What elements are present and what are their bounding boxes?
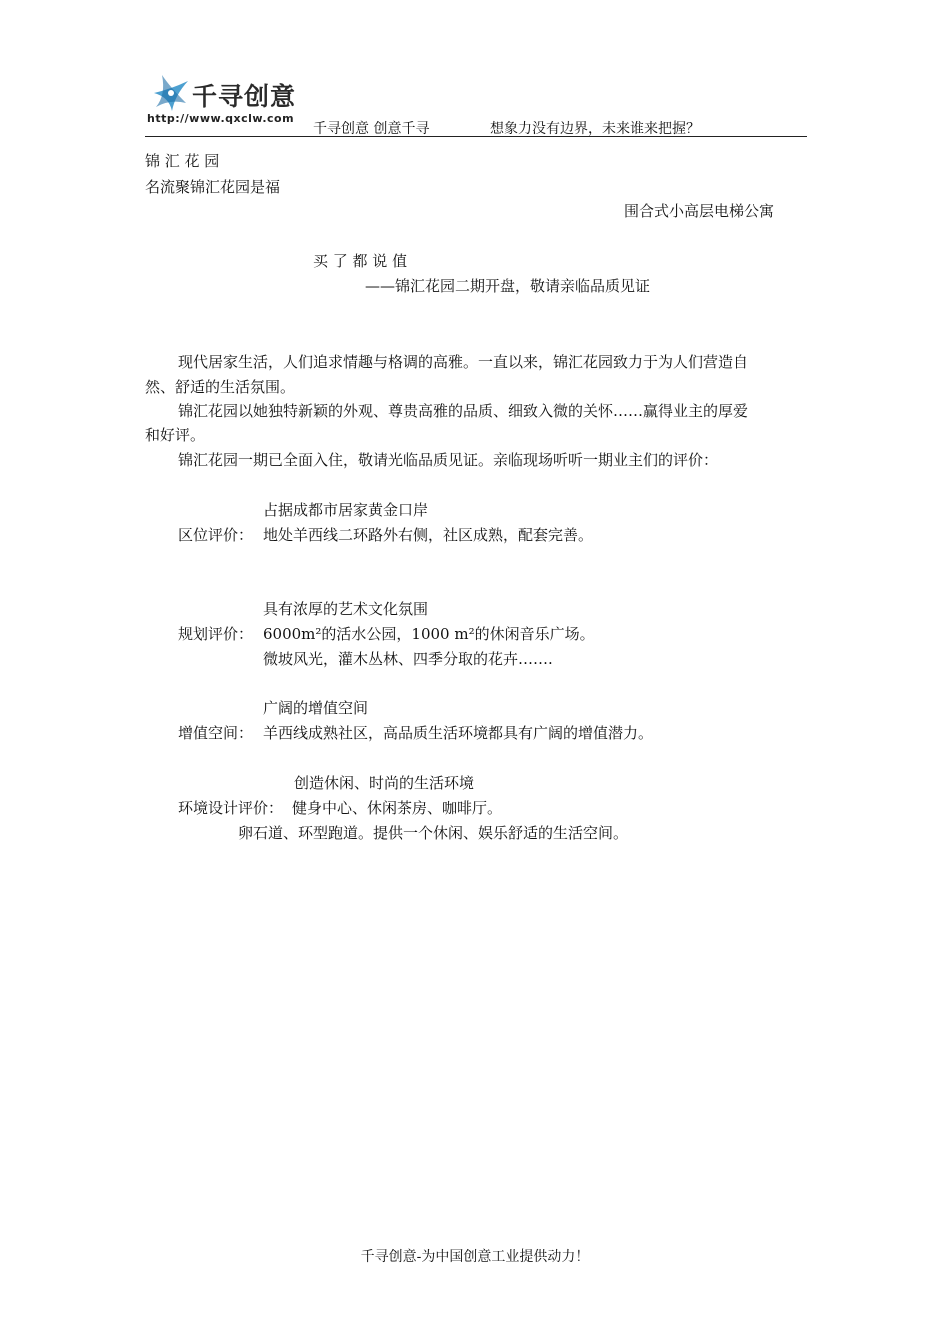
doc-slogan: 名流聚锦汇花园是福 [145,178,281,196]
section-line: 微坡风光，灌木丛林、四季分取的花卉……. [263,650,553,668]
para3: 锦汇花园一期已全面入住，敬请光临品质见证。亲临现场听听一期业主们的评价： [178,451,719,469]
header-tagline-left: 千寻创意 创意千寻 [313,121,430,137]
section-label: 增值空间： [178,724,254,742]
section-heading: 具有浓厚的艺术文化氛围 [263,600,429,618]
doc-subtype: 围合式小高层电梯公寓 [624,202,775,220]
logo-star-icon [150,73,192,113]
section-heading: 创造休闲、时尚的生活环境 [294,774,475,792]
header-rule [145,136,807,137]
logo-url: http://www.qxclw.com [147,112,295,125]
section-line: 地处羊西线二环路外右侧，社区成熟，配套完善。 [263,526,594,544]
logo-text: 千寻创意 [192,82,297,111]
section-label: 环境设计评价： [178,799,284,817]
section-label: 规划评价： [178,625,254,643]
footer-text: 千寻创意-为中国创意工业提供动力！ [360,1249,590,1265]
para2-line1: 锦汇花园以她独特新颖的外观、尊贵高雅的品质、细致入微的关怀……赢得业主的厚爱 [178,402,749,420]
doc-title: 锦 汇 花 园 [145,152,220,170]
section-heading: 广阔的增值空间 [263,699,369,717]
section-line: 健身中心、休闲茶房、咖啡厅。 [292,799,503,817]
para1-line1: 现代居家生活，人们追求情趣与格调的高雅。一直以来，锦汇花园致力于为人们营造自 [178,353,749,371]
section-line: 羊西线成熟社区，高品质生活环境都具有广阔的增值潜力。 [263,724,654,742]
section-line: 6000m²的活水公园，1000 m²的休闲音乐广场。 [263,625,595,643]
doc-headline: 买 了 都 说 值 [313,252,408,270]
section-label: 区位评价： [178,526,254,544]
doc-subheadline: ——锦汇花园二期开盘，敬请亲临品质见证 [365,277,651,295]
header-tagline-right: 想象力没有边界，未来谁来把握？ [490,121,700,137]
para1-line2: 然、舒适的生活氛围。 [145,378,296,396]
section-heading: 占据成都市居家黄金口岸 [263,501,429,519]
para2-line2: 和好评。 [145,426,206,444]
section-line: 卵石道、环型跑道。提供一个休闲、娱乐舒适的生活空间。 [238,824,629,842]
